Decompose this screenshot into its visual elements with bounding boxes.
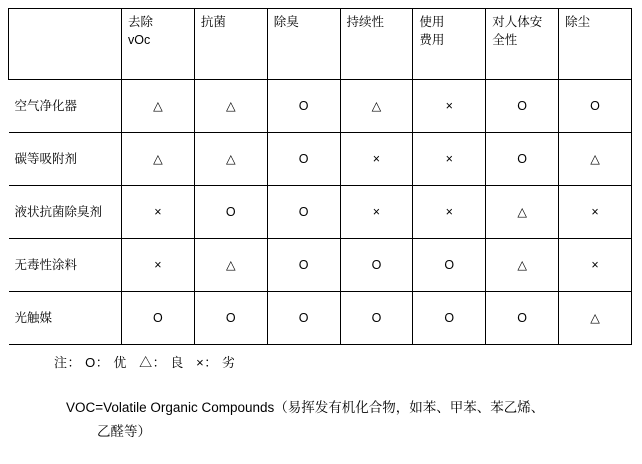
- cell-mark: O: [122, 292, 195, 345]
- cell-mark: O: [267, 239, 340, 292]
- voc-definition: [66, 396, 626, 445]
- table-row: [9, 133, 632, 186]
- row-header-nontoxic-paint: 无毒性涂料: [9, 239, 122, 292]
- cell-mark: △: [559, 292, 632, 345]
- column-header-line: 去除: [128, 15, 154, 29]
- column-header-remove-voc: [122, 9, 195, 80]
- table-row: [9, 292, 632, 345]
- cell-mark: O: [267, 133, 340, 186]
- cell-mark: △: [122, 80, 195, 133]
- cell-mark: ×: [413, 186, 486, 239]
- cell-mark: △: [340, 80, 413, 133]
- cell-mark: △: [194, 133, 267, 186]
- row-header-air-purifier: 空气净化器: [9, 80, 122, 133]
- cell-mark: O: [413, 292, 486, 345]
- cell-mark: ×: [340, 133, 413, 186]
- cell-mark: ×: [413, 133, 486, 186]
- column-header-line: 除臭: [273, 15, 299, 29]
- column-header-line: 使用: [419, 15, 445, 29]
- table-row: [9, 186, 632, 239]
- cell-mark: O: [267, 292, 340, 345]
- column-header-line: 对人体安: [492, 15, 543, 29]
- cell-mark: △: [194, 80, 267, 133]
- cell-mark: O: [340, 292, 413, 345]
- column-header-line: 除尘: [565, 15, 591, 29]
- table-body: [9, 80, 632, 345]
- cell-mark: △: [559, 133, 632, 186]
- column-header-durability: [340, 9, 413, 80]
- cell-mark: ×: [413, 80, 486, 133]
- table-row: [9, 80, 632, 133]
- column-header-dust-removal: [559, 9, 632, 80]
- cell-mark: ×: [122, 186, 195, 239]
- cell-mark: O: [486, 80, 559, 133]
- cell-mark: ×: [559, 239, 632, 292]
- column-header-line: 抗菌: [200, 15, 226, 29]
- cell-mark: △: [194, 239, 267, 292]
- cell-mark: ×: [340, 186, 413, 239]
- table-header: [9, 9, 632, 80]
- row-header-carbon-adsorbent: 碳等吸附剂: [9, 133, 122, 186]
- column-header-line: 全性: [492, 33, 518, 48]
- table-corner-cell: [9, 9, 122, 80]
- column-header-line: 费用: [419, 33, 445, 48]
- voc-definition-line2: 乙醛等）: [97, 424, 151, 440]
- column-header-deodorize: [267, 9, 340, 80]
- voc-definition-line1: VOC=Volatile Organic Compounds（易挥发有机化合物，如苯、甲苯、苯乙烯、: [66, 400, 545, 415]
- column-header-antibacterial: [194, 9, 267, 80]
- cell-mark: O: [486, 292, 559, 345]
- cell-mark: O: [559, 80, 632, 133]
- cell-mark: O: [194, 292, 267, 345]
- column-header-line: 持续性: [346, 15, 385, 29]
- column-header-line: vOc: [128, 33, 151, 48]
- cell-mark: O: [340, 239, 413, 292]
- cell-mark: △: [486, 239, 559, 292]
- legend-note: 注： O： 优 △： 良 ×： 劣: [54, 355, 236, 370]
- table-header-row: [9, 9, 632, 80]
- cell-mark: ×: [122, 239, 195, 292]
- row-header-photocatalyst: 光触媒: [9, 292, 122, 345]
- column-header-human-safety: [486, 9, 559, 80]
- cell-mark: O: [267, 80, 340, 133]
- comparison-table: [8, 8, 632, 345]
- cell-mark: △: [122, 133, 195, 186]
- cell-mark: O: [267, 186, 340, 239]
- cell-mark: △: [486, 186, 559, 239]
- cell-mark: O: [486, 133, 559, 186]
- column-header-usage-cost: [413, 9, 486, 80]
- row-header-liquid-antibacterial-deodorant: 液状抗菌除臭剂: [9, 186, 122, 239]
- cell-mark: O: [194, 186, 267, 239]
- cell-mark: ×: [559, 186, 632, 239]
- cell-mark: O: [413, 239, 486, 292]
- table-row: [9, 239, 632, 292]
